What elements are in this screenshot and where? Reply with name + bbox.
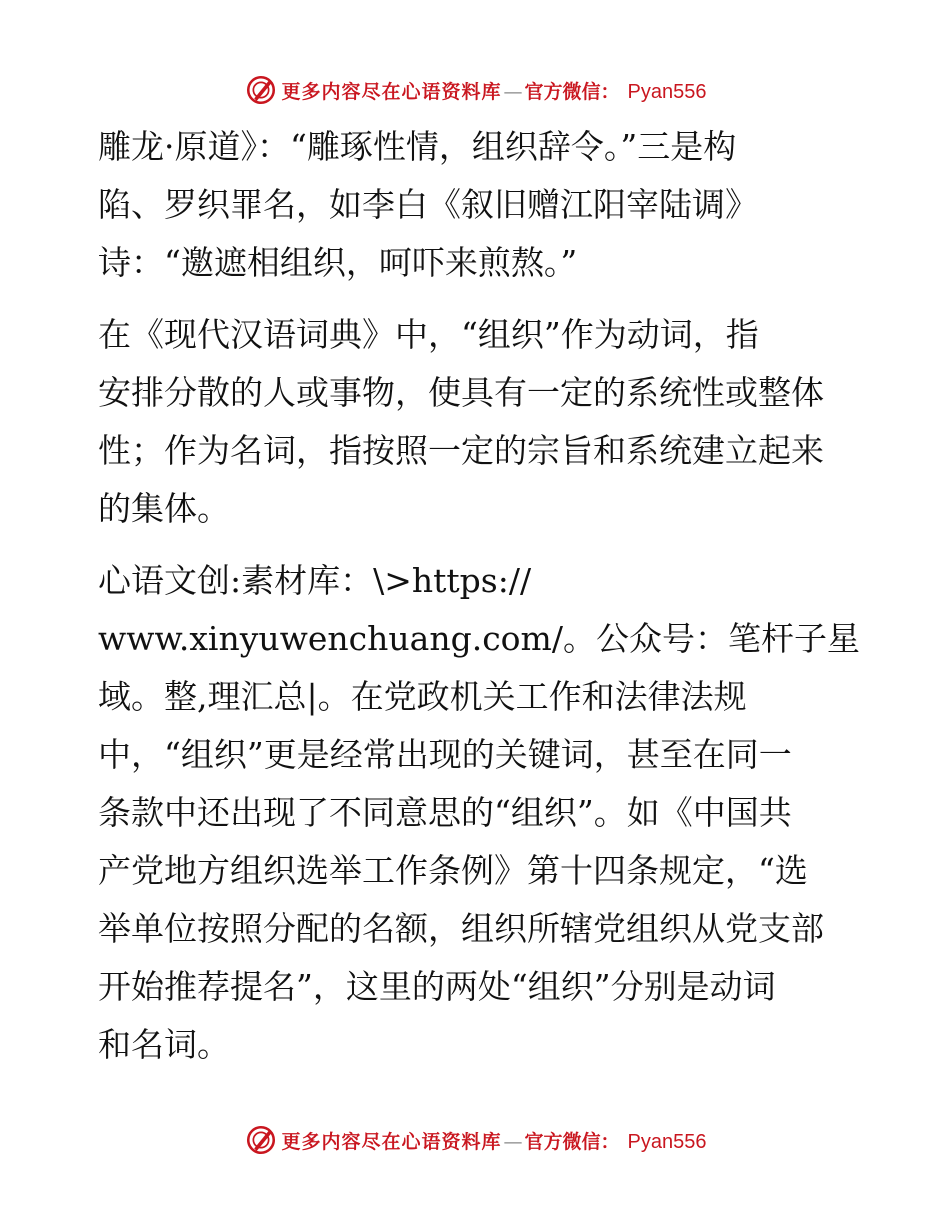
text-line: www.xinyuwenchuang.com/。公众号：笔杆子星 xyxy=(98,619,860,658)
text-line: 中，“组织”更是经常出现的关键词，甚至在同一 xyxy=(98,735,792,774)
banner-main-text: 更多内容尽在心语资料库 xyxy=(281,1130,502,1153)
text-line: 安排分散的人或事物，使具有一定的系统性或整体 xyxy=(98,373,824,412)
document-body xyxy=(98,118,858,1074)
paragraph-2 xyxy=(98,306,858,538)
text-line: 诗：“邀遮相组织，呵吓来煎熬。” xyxy=(98,243,578,282)
text-line: 性；作为名词，指按照一定的宗旨和系统建立起来 xyxy=(98,431,824,470)
text-line: 举单位按照分配的名额，组织所辖党组织从党支部 xyxy=(98,909,824,948)
banner-wechat-id: Pyan556 xyxy=(627,80,707,103)
text-line: 雕龙·原道》：“雕琢性情，组织辞令。”三是构 xyxy=(98,127,737,166)
footer-banner xyxy=(0,1120,950,1160)
text-line: 开始推荐提名”，这里的两处“组织”分别是动词 xyxy=(98,967,776,1006)
paragraph-3 xyxy=(98,552,858,1074)
header-banner xyxy=(0,70,950,110)
text-line: 在《现代汉语词典》中，“组织”作为动词，指 xyxy=(98,315,759,354)
text-line: 条款中还出现了不同意思的“组织”。如《中国共 xyxy=(98,793,792,832)
banner-wechat-id: Pyan556 xyxy=(627,1130,707,1153)
banner-wechat-label: 官方微信： xyxy=(524,80,620,103)
banner-main-text: 更多内容尽在心语资料库 xyxy=(281,80,502,103)
text-line: 陷、罗织罪名，如李白《叙旧赠江阳宰陆调》 xyxy=(98,185,758,224)
paragraph-1 xyxy=(98,118,858,292)
banner-separator: — xyxy=(503,80,523,103)
banner-wechat-label: 官方微信： xyxy=(524,1130,620,1153)
text-line: 产党地方组织选举工作条例》第十四条规定，“选 xyxy=(98,851,808,890)
text-line: 的集体。 xyxy=(98,489,230,528)
text-line: 和名词。 xyxy=(98,1025,230,1064)
banner-separator: — xyxy=(503,1130,523,1153)
text-line: 心语文创:素材库：\>https:// xyxy=(98,561,532,600)
pen-logo-icon xyxy=(244,1123,278,1157)
pen-logo-icon xyxy=(244,73,278,107)
text-line: 域。整,理汇总|。在党政机关工作和法律法规 xyxy=(98,677,747,716)
